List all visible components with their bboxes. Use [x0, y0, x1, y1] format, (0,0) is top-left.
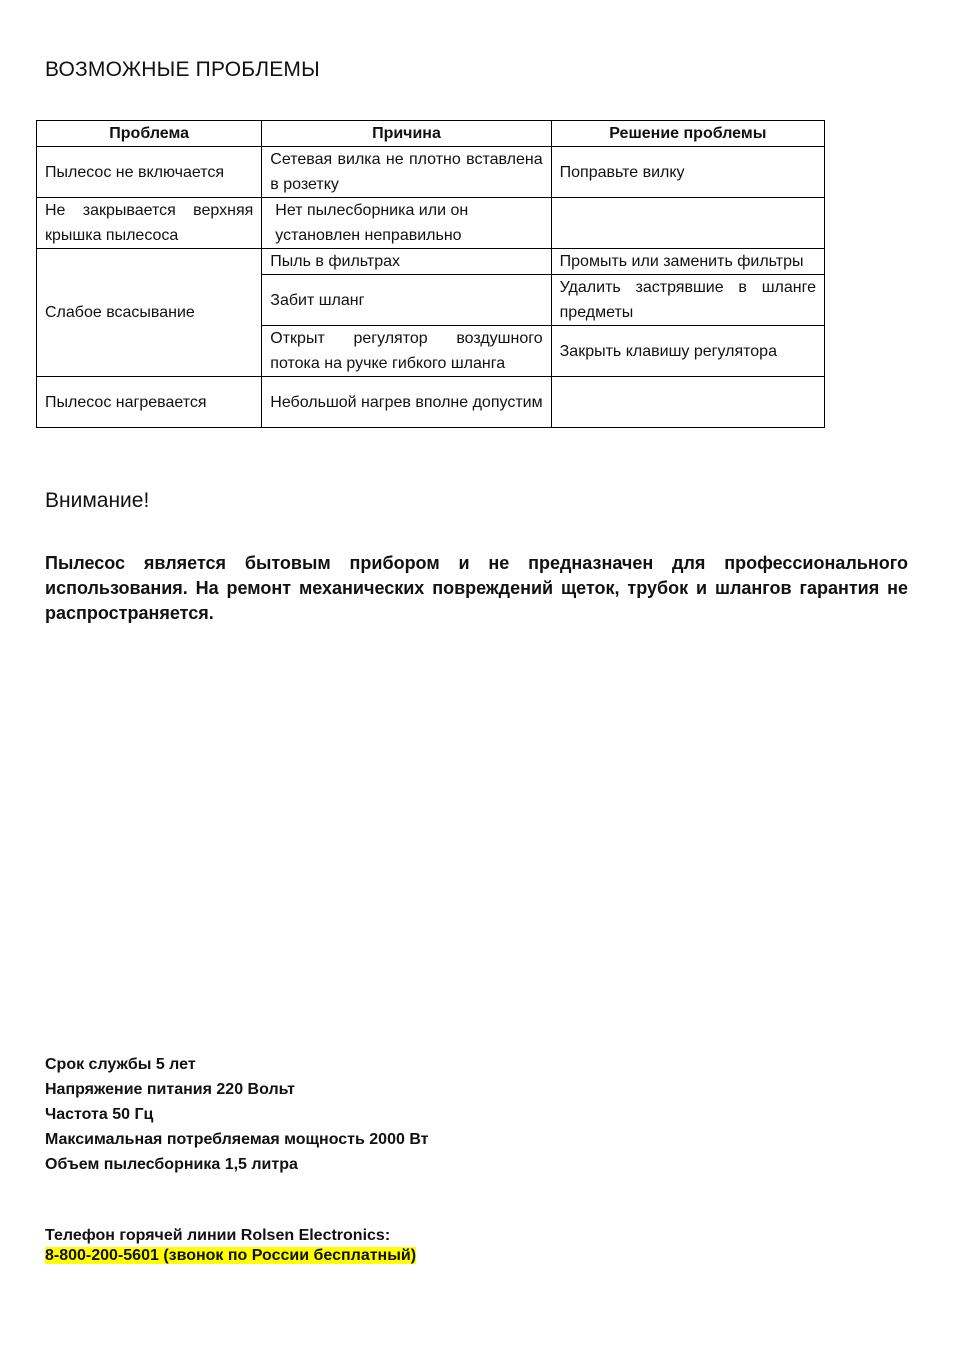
page-title: ВОЗМОЖНЫЕ ПРОБЛЕМЫ	[45, 58, 320, 81]
cause-cell: Пыль в фильтрах	[262, 249, 551, 275]
column-header-cause: Причина	[262, 121, 551, 147]
solution-cell: Поправьте вилку	[551, 147, 824, 198]
troubleshooting-table	[36, 120, 825, 428]
cause-cell: Нет пылесборника или он установлен неправильно	[262, 198, 551, 249]
spec-item: Срок службы 5 лет	[45, 1056, 196, 1073]
spec-item: Напряжение питания 220 Вольт	[45, 1081, 295, 1098]
spec-item: Максимальная потребляемая мощность 2000 Вт	[45, 1131, 429, 1148]
problem-cell: Пылесос нагревается	[37, 377, 262, 428]
problem-cell: Пылесос не включается	[37, 147, 262, 198]
cause-cell: Открыт регулятор воздушного потока на ручке гибкого шланга	[262, 326, 551, 377]
solution-cell: Удалить застрявшие в шланге предметы	[551, 275, 824, 326]
column-header-solution: Решение проблемы	[551, 121, 824, 147]
solution-cell	[551, 198, 824, 249]
hotline-label: Телефон горячей линии Rolsen Electronics:	[45, 1227, 391, 1244]
cause-cell: Небольшой нагрев вполне допустим	[262, 377, 551, 428]
table-row	[37, 249, 825, 275]
specifications-list	[45, 1052, 429, 1177]
solution-cell: Закрыть клавишу регулятора	[551, 326, 824, 377]
attention-text: Пылесос является бытовым прибором и не предназначен для профессионального использования. На ремонт механических повреждений щеток, трубок и шлангов гарантия не распространяется.	[45, 553, 908, 623]
cause-cell: Сетевая вилка не плотно вставлена в розетку	[262, 147, 551, 198]
hotline-number: 8-800-200-5601 (звонок по России бесплатный)	[45, 1247, 417, 1264]
solution-cell	[551, 377, 824, 428]
solution-cell: Промыть или заменить фильтры	[551, 249, 824, 275]
spec-item: Объем пылесборника 1,5 литра	[45, 1156, 298, 1173]
table-row	[37, 147, 825, 198]
cause-cell: Забит шланг	[262, 275, 551, 326]
hotline-block	[45, 1226, 416, 1266]
table-row	[37, 198, 825, 249]
spec-item: Частота 50 Гц	[45, 1106, 154, 1123]
table-row	[37, 377, 825, 428]
column-header-problem: Проблема	[37, 121, 262, 147]
problem-cell: Слабое всасывание	[37, 249, 262, 377]
problem-cell: Не закрывается верхняя крышка пылесоса	[37, 198, 262, 249]
attention-heading: Внимание!	[45, 489, 150, 512]
table-header-row	[37, 121, 825, 147]
